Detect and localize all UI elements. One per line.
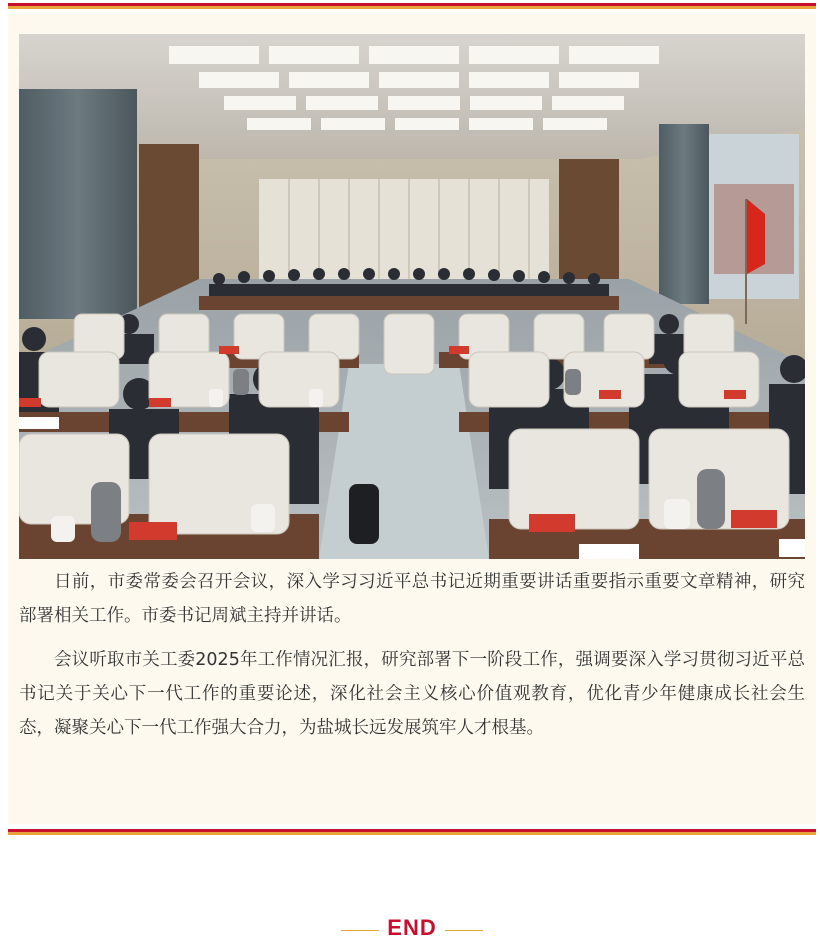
article-card <box>8 14 816 824</box>
paragraph-2: 会议听取市关工委2025年工作情况汇报，研究部署下一阶段工作，强调要深入学习贯彻习近平总书记关于关心下一代工作的重要论述，深化社会主义核心价值观教育，优化青少年健康成长社会生态，凝聚关心下一代工作强大合力，为盐城长远发展筑牢人才根基。 <box>19 650 805 738</box>
article-body <box>19 565 805 755</box>
divider-gold-stripe <box>8 6 816 9</box>
bottom-divider <box>8 829 816 835</box>
end-label: END <box>387 915 437 940</box>
end-left-line <box>341 930 379 931</box>
meeting-photo <box>19 34 805 559</box>
paragraph-1: 日前，市委常委会召开会议，深入学习习近平总书记近期重要讲话重要指示重要文章精神，研究部署相关工作。市委书记周斌主持并讲话。 <box>19 572 805 626</box>
divider-gold-stripe <box>8 832 816 835</box>
top-divider <box>8 3 816 9</box>
end-right-line <box>445 930 483 931</box>
end-marker <box>0 913 820 947</box>
